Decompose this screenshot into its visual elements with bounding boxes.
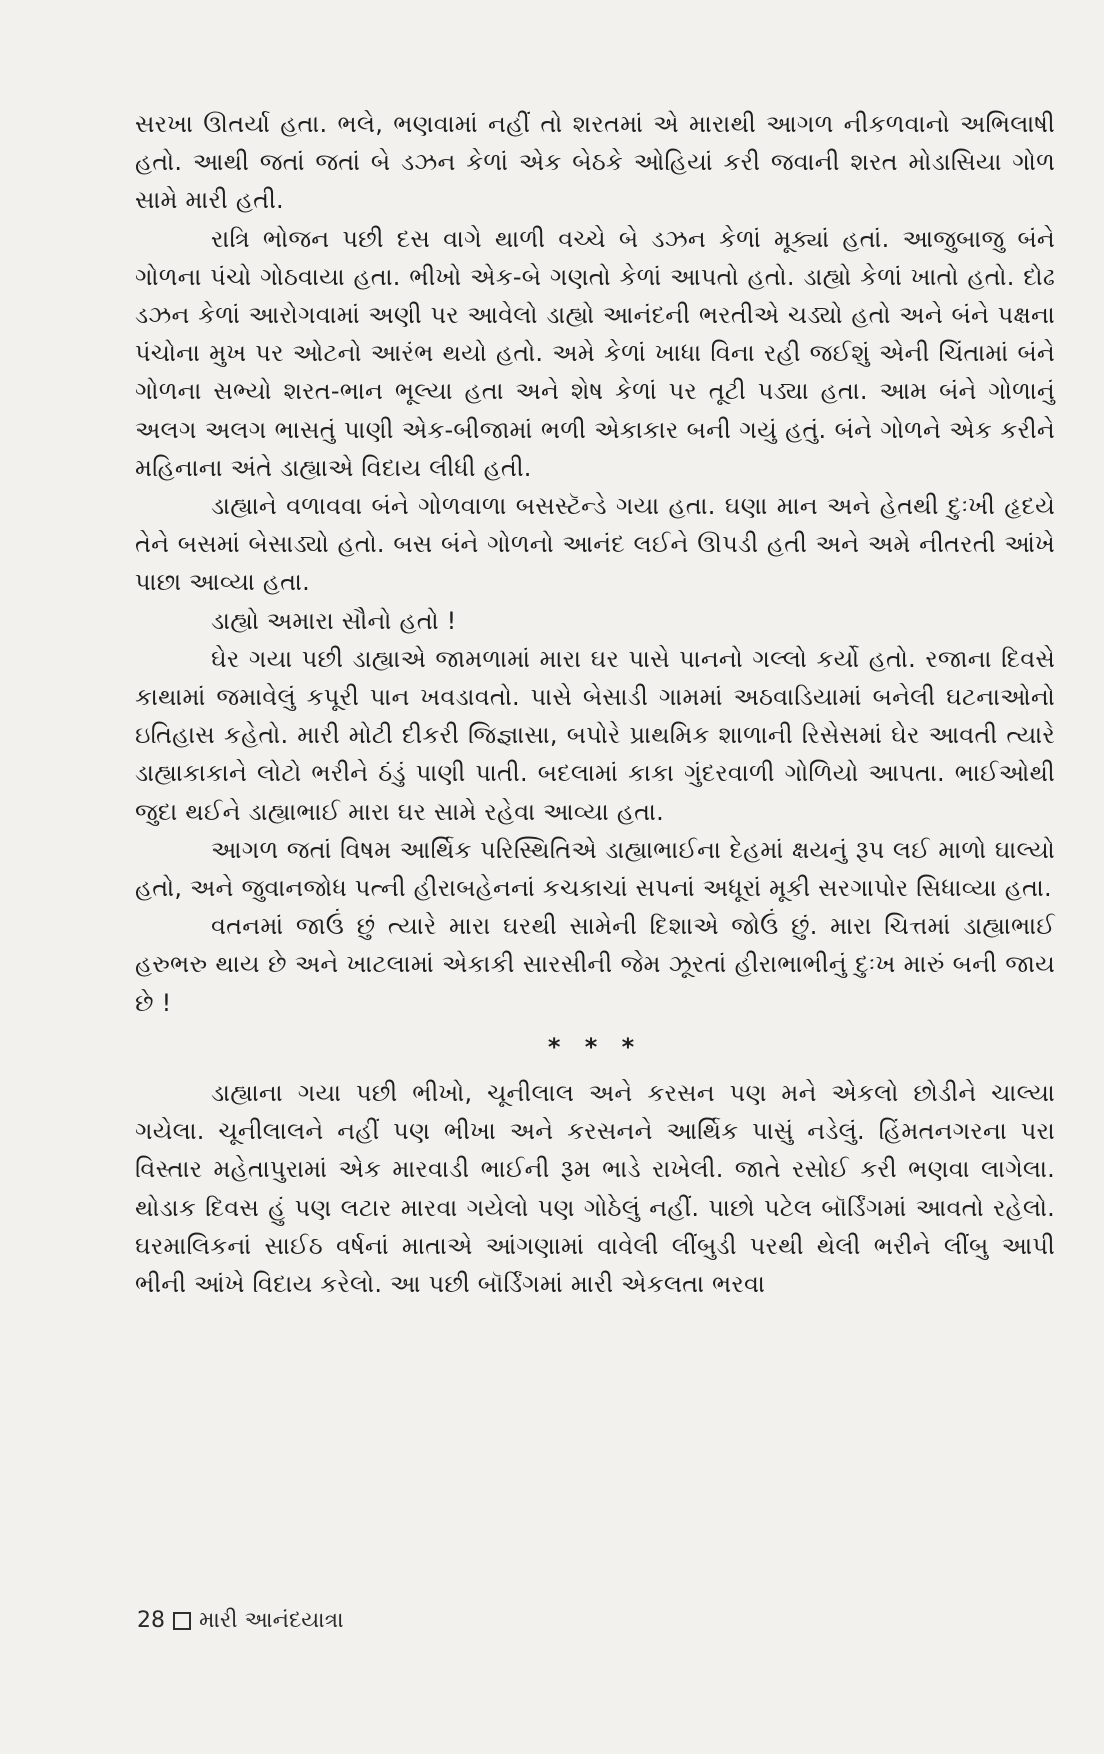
paragraph-1: સરખા ઊતર્યા હતા. ભલે, ભણવામાં નહીં તો શરતમાં એ મારાથી આગળ નીકળવાનો અભિલાષી હતો. આથી જતાં જતાં બે ડઝન કેળાં એક બેઠકે ઓહિયાં કરી જવાની શરત મોડાસિયા ગોળ સામે મારી હતી. <box>135 110 1055 215</box>
page-number: 28 <box>137 1608 165 1633</box>
square-icon <box>173 1612 191 1630</box>
paragraph-3: ડાહ્યાને વળાવવા બંને ગોળવાળા બસસ્ટૅન્ડે ગયા હતા. ઘણા માન અને હેતથી દુઃખી હૃદયે તેને બસમાં બેસાડ્યો હતો. બસ બંને ગોળનો આનંદ લઈને ઊપડી હતી અને અમે નીતરતી આંખે પાછા આવ્યા હતા. <box>135 492 1055 597</box>
section-break: * * * <box>547 1032 643 1061</box>
book-title: મારી આનંદયાત્રા <box>199 1608 344 1633</box>
paragraph-6: આગળ જતાં વિષમ આર્થિક પરિસ્થિતિએ ડાહ્યાભાઈના દેહમાં ક્ષયનું રૂપ લઈ માળો ઘાલ્યો હતો, અને જુવાનજોધ પત્ની હીરાબહેનનાં કચકાચાં સપનાં અધૂરાં મૂકી સરગાપોર સિધાવ્યા હતા. <box>135 835 1055 903</box>
paragraph-7: વતનમાં જાઉં છું ત્યારે મારા ઘરથી સામેની દિશાએ જોઉં છું. મારા ચિત્તમાં ડાહ્યાભાઈ હરુભરુ થાય છે અને ખાટલામાં એકાકી સારસીની જેમ ઝૂરતાં હીરાભાભીનું દુઃખ મારું બની જાય છે ! <box>135 912 1055 1017</box>
paragraph-8: ડાહ્યાના ગયા પછી ભીખો, ચૂનીલાલ અને કરસન પણ મને એકલો છોડીને ચાલ્યા ગયેલા. ચૂનીલાલને નહીં પણ ભીખા અને કરસનને આર્થિક પાસું નડેલું. હિંમતનગરના પરા વિસ્તાર મહેતાપુરામાં એક મારવાડી ભાઈની રૂમ ભાડે રાખેલી. જાતે રસોઈ કરી ભણવા લાગેલા. થોડાક દિવસ હું પણ લટાર મારવા ગયેલો પણ ગોઠેલું નહીં. પાછો પટેલ બૉર્ડિંગમાં આવતો રહેલો. ઘરમાલિકનાં સાઈઠ વર્ષનાં માતાએ આંગણામાં વાવેલી લીંબુડી પરથી થેલી ભરીને લીંબુ આપી ભીની આંખે વિદાય કરેલો. આ પછી બૉર્ડિંગમાં મારી એકલતા ભરવા <box>135 1079 1055 1299</box>
paragraph-5: ઘેર ગયા પછી ડાહ્યાએ જામળામાં મારા ઘર પાસે પાનનો ગલ્લો કર્યો હતો. રજાના દિવસે કાથામાં જમાવેલું કપૂરી પાન ખવડાવતો. પાસે બેસાડી ગામમાં અઠવાડિયામાં બનેલી ઘટનાઓનો ઇતિહાસ કહેતો. મારી મોટી દીકરી જિજ્ઞાસા, બપોરે પ્રાથમિક શાળાની રિસેસમાં ઘેર આવતી ત્યારે ડાહ્યાકાકાને લોટો ભરીને ઠંડું પાણી પાતી. બદલામાં કાકા ગુંદરવાળી ગોળિયો આપતા. ભાઈઓથી જુદા થઈને ડાહ્યાભાઈ મારા ઘર સામે રહેવા આવ્યા હતા. <box>135 644 1055 826</box>
page-body-text <box>135 105 1055 1303</box>
paragraph-2: રાત્રિ ભોજન પછી દસ વાગે થાળી વચ્ચે બે ડઝન કેળાં મૂક્યાં હતાં. આજુબાજુ બંને ગોળના પંચો ગોઠવાયા હતા. ભીખો એક-બે ગણતો કેળાં આપતો હતો. ડાહ્યો કેળાં ખાતો હતો. દોઢ ડઝન કેળાં આરોગવામાં અણી પર આવેલો ડાહ્યો આનંદની ભરતીએ ચડ્યો હતો અને બંને પક્ષના પંચોના મુખ પર ઓટનો આરંભ થયો હતો. અમે કેળાં ખાધા વિના રહી જઈશું એની ચિંતામાં બંને ગોળના સભ્યો શરત-ભાન ભૂલ્યા હતા અને શેષ કેળાં પર તૂટી પડ્યા હતા. આમ બંને ગોળાનું અલગ અલગ ભાસતું પાણી એક-બીજામાં ભળી એકાકાર બની ગયું હતું. બંને ગોળને એક કરીને મહિનાના અંતે ડાહ્યાએ વિદાય લીધી હતી. <box>135 224 1055 482</box>
page-footer <box>137 1608 344 1633</box>
paragraph-4: ડાહ્યો અમારા સૌનો હતો ! <box>211 606 457 635</box>
